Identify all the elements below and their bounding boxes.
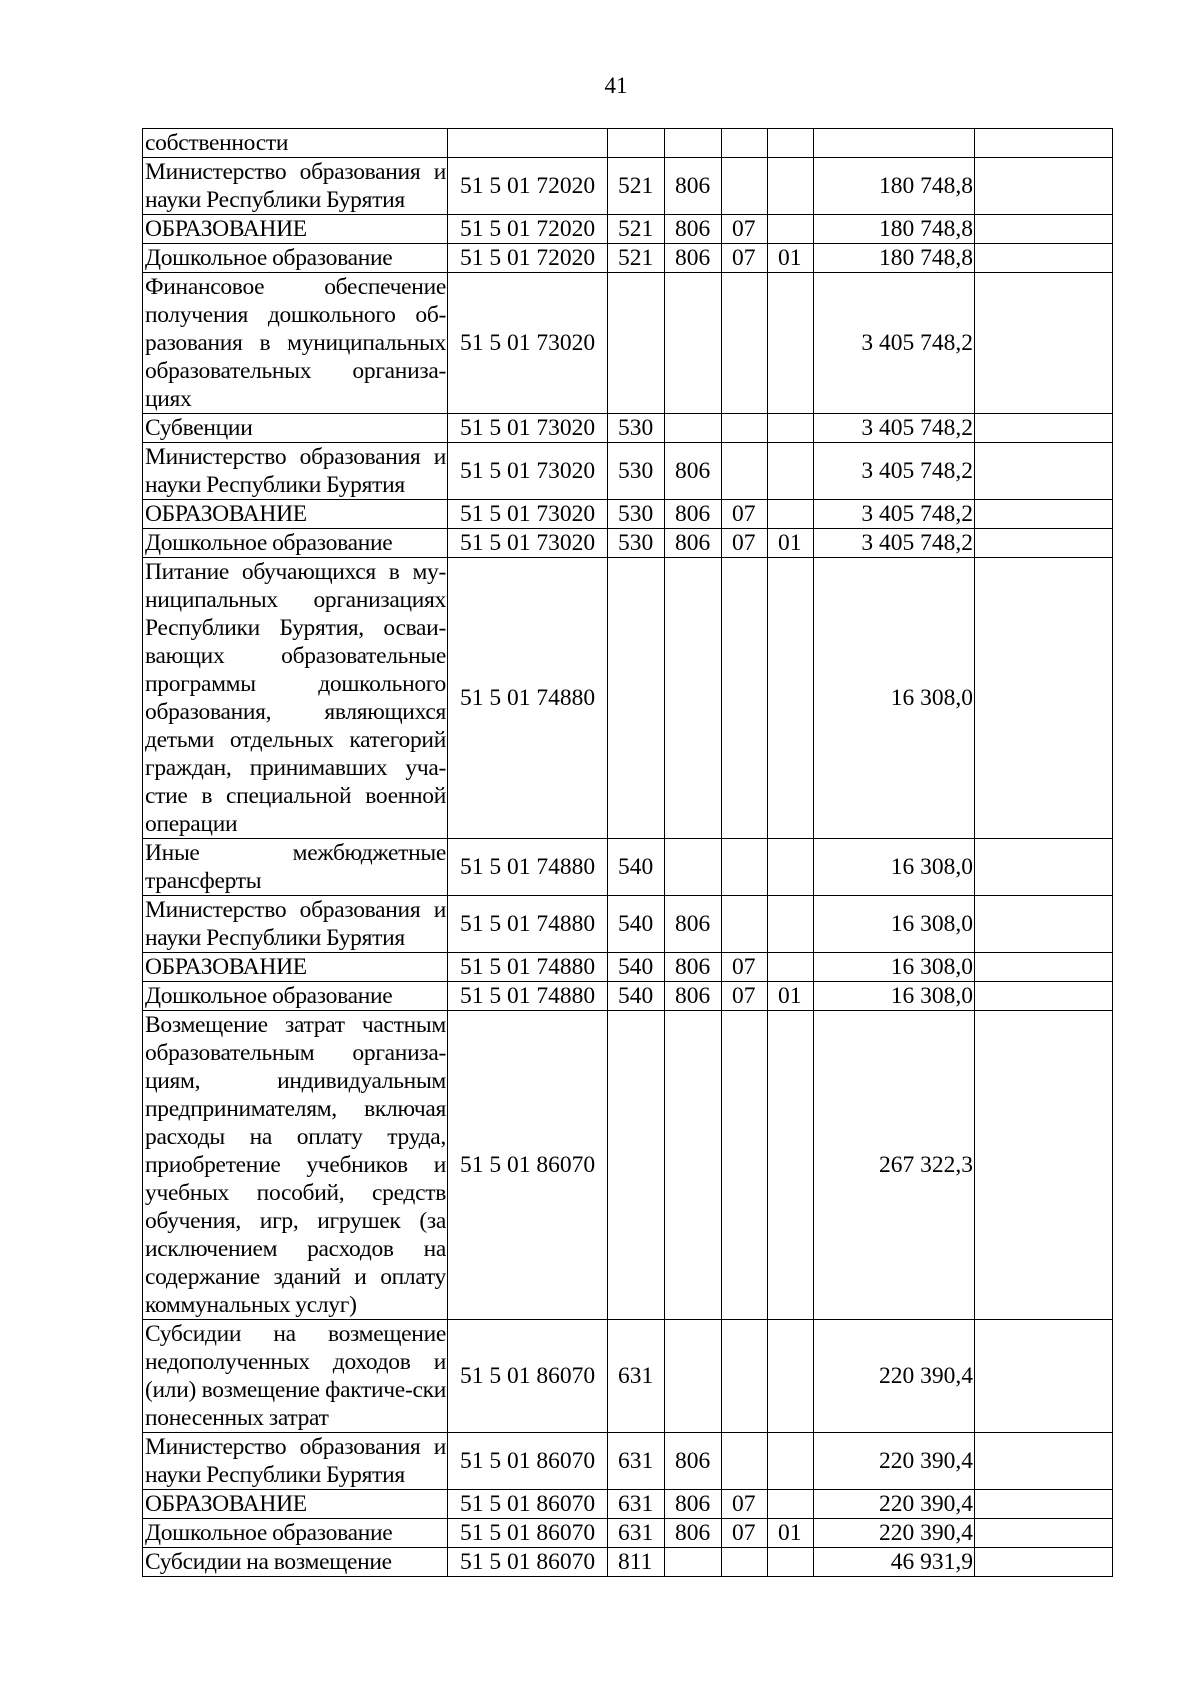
budget-table — [142, 128, 1113, 1577]
ministry-code-cell — [665, 273, 722, 414]
amount-cell: 3 405 748,2 — [814, 443, 975, 500]
amount-cell: 180 748,8 — [814, 244, 975, 273]
table-row — [143, 1519, 1113, 1548]
expense-type-cell: 530 — [608, 500, 665, 529]
table-row — [143, 158, 1113, 215]
extra-cell — [975, 839, 1113, 896]
table-row — [143, 273, 1113, 414]
expense-type-cell: 631 — [608, 1433, 665, 1490]
extra-cell — [975, 1519, 1113, 1548]
row-name-cell: ОБРАЗОВАНИЕ — [143, 215, 448, 244]
expense-type-cell: 530 — [608, 414, 665, 443]
table-row — [143, 1548, 1113, 1577]
ministry-code-cell: 806 — [665, 158, 722, 215]
section-code-cell — [722, 839, 768, 896]
amount-cell: 220 390,4 — [814, 1433, 975, 1490]
section-code-cell: 07 — [722, 1490, 768, 1519]
section-code-cell — [722, 558, 768, 839]
expense-type-cell: 530 — [608, 443, 665, 500]
table-row — [143, 414, 1113, 443]
subsection-code-cell — [768, 414, 814, 443]
section-code-cell: 07 — [722, 529, 768, 558]
target-article-code-cell — [448, 129, 608, 158]
ministry-code-cell — [665, 1320, 722, 1433]
ministry-code-cell — [665, 1548, 722, 1577]
target-article-code-cell: 51 5 01 73020 — [448, 414, 608, 443]
row-name-cell: Дошкольное образование — [143, 1519, 448, 1548]
table-row — [143, 500, 1113, 529]
expense-type-cell — [608, 129, 665, 158]
target-article-code-cell: 51 5 01 86070 — [448, 1320, 608, 1433]
amount-cell: 3 405 748,2 — [814, 273, 975, 414]
table-row — [143, 1011, 1113, 1320]
section-code-cell — [722, 1320, 768, 1433]
row-name-cell: Дошкольное образование — [143, 982, 448, 1011]
target-article-code-cell: 51 5 01 86070 — [448, 1011, 608, 1320]
section-code-cell — [722, 1433, 768, 1490]
extra-cell — [975, 273, 1113, 414]
subsection-code-cell: 01 — [768, 1519, 814, 1548]
table-row — [143, 244, 1113, 273]
amount-cell — [814, 129, 975, 158]
subsection-code-cell — [768, 158, 814, 215]
amount-cell: 3 405 748,2 — [814, 529, 975, 558]
target-article-code-cell: 51 5 01 74880 — [448, 839, 608, 896]
extra-cell — [975, 529, 1113, 558]
row-name-cell: ОБРАЗОВАНИЕ — [143, 500, 448, 529]
amount-cell: 220 390,4 — [814, 1320, 975, 1433]
amount-cell: 16 308,0 — [814, 558, 975, 839]
ministry-code-cell: 806 — [665, 982, 722, 1011]
section-code-cell: 07 — [722, 982, 768, 1011]
section-code-cell — [722, 1548, 768, 1577]
row-name-cell: Субсидии на возмещение — [143, 1548, 448, 1577]
expense-type-cell: 631 — [608, 1320, 665, 1433]
target-article-code-cell: 51 5 01 73020 — [448, 443, 608, 500]
target-article-code-cell: 51 5 01 86070 — [448, 1433, 608, 1490]
section-code-cell — [722, 273, 768, 414]
section-code-cell: 07 — [722, 953, 768, 982]
ministry-code-cell: 806 — [665, 500, 722, 529]
row-name-cell: Дошкольное образование — [143, 244, 448, 273]
extra-cell — [975, 500, 1113, 529]
ministry-code-cell: 806 — [665, 1433, 722, 1490]
table-row — [143, 953, 1113, 982]
expense-type-cell: 811 — [608, 1548, 665, 1577]
subsection-code-cell — [768, 558, 814, 839]
table-row — [143, 529, 1113, 558]
extra-cell — [975, 558, 1113, 839]
subsection-code-cell — [768, 1490, 814, 1519]
extra-cell — [975, 896, 1113, 953]
amount-cell: 16 308,0 — [814, 896, 975, 953]
table-body — [143, 129, 1113, 1577]
section-code-cell: 07 — [722, 1519, 768, 1548]
row-name-cell: Субсидии на возмещение недополученных доходов и (или) возмещение фактиче-ски понесенных затрат — [143, 1320, 448, 1433]
table-row — [143, 982, 1113, 1011]
extra-cell — [975, 443, 1113, 500]
ministry-code-cell: 806 — [665, 215, 722, 244]
extra-cell — [975, 1548, 1113, 1577]
subsection-code-cell — [768, 953, 814, 982]
ministry-code-cell — [665, 414, 722, 443]
ministry-code-cell: 806 — [665, 1490, 722, 1519]
extra-cell — [975, 1490, 1113, 1519]
subsection-code-cell — [768, 443, 814, 500]
target-article-code-cell: 51 5 01 73020 — [448, 273, 608, 414]
expense-type-cell: 530 — [608, 529, 665, 558]
extra-cell — [975, 1320, 1113, 1433]
target-article-code-cell: 51 5 01 86070 — [448, 1548, 608, 1577]
section-code-cell — [722, 443, 768, 500]
expense-type-cell — [608, 273, 665, 414]
expense-type-cell: 521 — [608, 215, 665, 244]
ministry-code-cell: 806 — [665, 896, 722, 953]
target-article-code-cell: 51 5 01 86070 — [448, 1490, 608, 1519]
amount-cell: 3 405 748,2 — [814, 500, 975, 529]
target-article-code-cell: 51 5 01 74880 — [448, 896, 608, 953]
table-row — [143, 1490, 1113, 1519]
amount-cell: 46 931,9 — [814, 1548, 975, 1577]
extra-cell — [975, 953, 1113, 982]
ministry-code-cell — [665, 839, 722, 896]
amount-cell: 3 405 748,2 — [814, 414, 975, 443]
ministry-code-cell: 806 — [665, 953, 722, 982]
section-code-cell — [722, 158, 768, 215]
table-row — [143, 1320, 1113, 1433]
subsection-code-cell — [768, 839, 814, 896]
expense-type-cell — [608, 558, 665, 839]
table-row — [143, 1433, 1113, 1490]
extra-cell — [975, 129, 1113, 158]
expense-type-cell: 631 — [608, 1490, 665, 1519]
ministry-code-cell — [665, 129, 722, 158]
subsection-code-cell — [768, 1548, 814, 1577]
expense-type-cell: 521 — [608, 158, 665, 215]
extra-cell — [975, 215, 1113, 244]
section-code-cell — [722, 896, 768, 953]
row-name-cell: Министерство образования и науки Республики Бурятия — [143, 1433, 448, 1490]
subsection-code-cell — [768, 896, 814, 953]
subsection-code-cell — [768, 500, 814, 529]
subsection-code-cell — [768, 273, 814, 414]
amount-cell: 267 322,3 — [814, 1011, 975, 1320]
subsection-code-cell — [768, 1320, 814, 1433]
ministry-code-cell: 806 — [665, 529, 722, 558]
extra-cell — [975, 982, 1113, 1011]
row-name-cell: ОБРАЗОВАНИЕ — [143, 953, 448, 982]
expense-type-cell: 540 — [608, 953, 665, 982]
ministry-code-cell: 806 — [665, 443, 722, 500]
table-row — [143, 215, 1113, 244]
section-code-cell — [722, 129, 768, 158]
expense-type-cell: 521 — [608, 244, 665, 273]
section-code-cell: 07 — [722, 500, 768, 529]
amount-cell: 220 390,4 — [814, 1519, 975, 1548]
table-row — [143, 443, 1113, 500]
subsection-code-cell: 01 — [768, 529, 814, 558]
row-name-cell: Министерство образования и науки Республики Бурятия — [143, 896, 448, 953]
extra-cell — [975, 1433, 1113, 1490]
amount-cell: 180 748,8 — [814, 215, 975, 244]
row-name-cell: Финансовое обеспечение получения дошкольного об-разования в муниципальных образовательных организа-циях — [143, 273, 448, 414]
target-article-code-cell: 51 5 01 73020 — [448, 500, 608, 529]
row-name-cell: Иные межбюджетные трансферты — [143, 839, 448, 896]
ministry-code-cell: 806 — [665, 1519, 722, 1548]
expense-type-cell: 631 — [608, 1519, 665, 1548]
target-article-code-cell: 51 5 01 72020 — [448, 215, 608, 244]
target-article-code-cell: 51 5 01 74880 — [448, 558, 608, 839]
subsection-code-cell — [768, 129, 814, 158]
amount-cell: 220 390,4 — [814, 1490, 975, 1519]
table-row — [143, 896, 1113, 953]
row-name-cell: Питание обучающихся в му-ниципальных организациях Республики Бурятия, осваи-вающих образовательные программы дошкольного образования, являющихся детьми отдельных категорий граждан, принимавших уча-стие в специальной военной операции — [143, 558, 448, 839]
ministry-code-cell: 806 — [665, 244, 722, 273]
target-article-code-cell: 51 5 01 86070 — [448, 1519, 608, 1548]
section-code-cell — [722, 1011, 768, 1320]
ministry-code-cell — [665, 558, 722, 839]
expense-type-cell: 540 — [608, 839, 665, 896]
table-row — [143, 558, 1113, 839]
subsection-code-cell: 01 — [768, 982, 814, 1011]
extra-cell — [975, 158, 1113, 215]
expense-type-cell: 540 — [608, 896, 665, 953]
row-name-cell: Дошкольное образование — [143, 529, 448, 558]
table-row — [143, 839, 1113, 896]
expense-type-cell: 540 — [608, 982, 665, 1011]
extra-cell — [975, 414, 1113, 443]
row-name-cell: Возмещение затрат частным образовательным организа-циям, индивидуальным предпринимателям, включая расходы на оплату труда, приобретение учебников и учебных пособий, средств обучения, игр, игрушек (за исключением расходов на содержание зданий и оплату коммунальных услуг) — [143, 1011, 448, 1320]
subsection-code-cell — [768, 1011, 814, 1320]
target-article-code-cell: 51 5 01 74880 — [448, 982, 608, 1011]
amount-cell: 16 308,0 — [814, 839, 975, 896]
table-row — [143, 129, 1113, 158]
extra-cell — [975, 1011, 1113, 1320]
section-code-cell: 07 — [722, 215, 768, 244]
amount-cell: 16 308,0 — [814, 953, 975, 982]
subsection-code-cell — [768, 1433, 814, 1490]
amount-cell: 16 308,0 — [814, 982, 975, 1011]
subsection-code-cell — [768, 215, 814, 244]
target-article-code-cell: 51 5 01 72020 — [448, 244, 608, 273]
target-article-code-cell: 51 5 01 73020 — [448, 529, 608, 558]
section-code-cell: 07 — [722, 244, 768, 273]
subsection-code-cell: 01 — [768, 244, 814, 273]
target-article-code-cell: 51 5 01 74880 — [448, 953, 608, 982]
section-code-cell — [722, 414, 768, 443]
row-name-cell: Министерство образования и науки Республики Бурятия — [143, 443, 448, 500]
row-name-cell: Министерство образования и науки Республики Бурятия — [143, 158, 448, 215]
amount-cell: 180 748,8 — [814, 158, 975, 215]
expense-type-cell — [608, 1011, 665, 1320]
row-name-cell: собственности — [143, 129, 448, 158]
row-name-cell: ОБРАЗОВАНИЕ — [143, 1490, 448, 1519]
target-article-code-cell: 51 5 01 72020 — [448, 158, 608, 215]
ministry-code-cell — [665, 1011, 722, 1320]
page-number: 41 — [604, 73, 628, 98]
extra-cell — [975, 244, 1113, 273]
row-name-cell: Субвенции — [143, 414, 448, 443]
